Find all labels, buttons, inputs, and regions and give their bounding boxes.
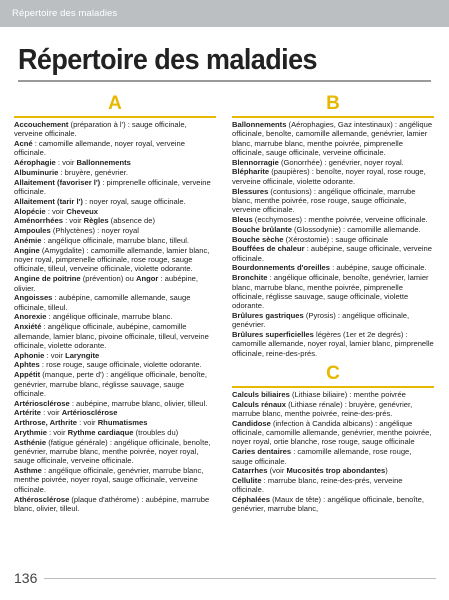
entry: [14, 274, 216, 293]
entry-reference: Mucosités trop abondantes: [286, 466, 386, 476]
entry: [14, 466, 216, 494]
entry-text: (Xérostomie) : sauge officinale: [283, 234, 389, 244]
entry: [14, 322, 216, 350]
entry: [232, 225, 434, 234]
entry: [232, 419, 434, 447]
entry-text: : angélique officinale, aubépine, camomille allemande, lamier blanc, pivoine officinale, tilleul, verveine officinale, violette odorante.: [14, 322, 209, 350]
entry-text: (Gonorrhée) : genévrier, noyer royal.: [278, 157, 404, 167]
entry-text: : voir: [41, 408, 62, 418]
entry-text: : voir: [62, 216, 84, 226]
entry-text: : camomille allemande, noyer royal, verveine officinale.: [14, 139, 185, 158]
entry: [14, 168, 216, 177]
entry-term: Catarrhes: [232, 466, 268, 476]
entry: [14, 246, 216, 274]
entry-term: Aphtes: [14, 360, 40, 370]
entry-term: Caries dentaires: [232, 447, 292, 457]
entry-term: Bleus: [232, 214, 253, 224]
entry: [14, 351, 216, 360]
entry: [14, 438, 216, 466]
entry-term: Arthrose, Arthrite: [14, 418, 78, 428]
entry-term: Bouche brûlante: [232, 224, 292, 234]
entry: [14, 216, 216, 225]
entry-term: Calculs biliaires: [232, 389, 290, 399]
entry-term: Blessures: [232, 186, 269, 196]
entry-text: (Maux de tête) : angélique officinale, benoîte, genévrier, marrube blanc,: [232, 495, 424, 514]
entry-reference: Règles: [83, 216, 109, 226]
entry-term: Allaitement (favoriser l'): [14, 177, 101, 187]
entry-term: Blépharite: [232, 167, 270, 177]
entry: [14, 495, 216, 514]
entry-term: Accouchement: [14, 120, 69, 129]
entry-text: (plaque d'athérome) : aubépine, marrube blanc, olivier, tilleul.: [14, 494, 210, 513]
entry-text: : noyer royal, sauge officinale.: [82, 196, 186, 206]
entry-term: Allaitement (tarir l'): [14, 196, 83, 206]
entry-term: Angine de poitrine: [14, 274, 81, 284]
entry: [232, 187, 434, 215]
section-rule: [232, 116, 434, 118]
section-letter: B: [326, 93, 340, 114]
entry: [232, 235, 434, 244]
title-rule: [18, 80, 431, 82]
entry-term: Artériosclérose: [14, 398, 70, 408]
entry-text: : aubépine, sauge officinale.: [330, 263, 427, 273]
entry: [14, 408, 216, 417]
entry: [232, 273, 434, 310]
entry-text: (Phlyctènes) : noyer royal: [50, 226, 139, 236]
entry-term: Angoisses: [14, 293, 53, 303]
entry: [232, 311, 434, 330]
section-letter: A: [108, 93, 122, 114]
entry-reference: Cheveux: [66, 206, 98, 216]
entry: [232, 263, 434, 272]
entry-text: : voir: [55, 158, 77, 168]
entry-term: Candidose: [232, 418, 271, 428]
entry: [14, 226, 216, 235]
entry-text: (voir: [267, 466, 287, 476]
entry-term: Acné: [14, 139, 33, 149]
entry-term: Bourdonnements d'oreilles: [232, 263, 331, 273]
entry-text: : angélique officinale, genévrier, marrube blanc, menthe poivrée, noyer royal, sauge officinale, verveine officinale.: [14, 466, 204, 494]
entry-text: : aubépine, sauge officinale, verveine officinale.: [232, 244, 432, 263]
entry-term: Ballonnements: [232, 120, 287, 129]
running-head: Répertoire des maladies: [12, 8, 118, 19]
entry-term: Aphonie: [14, 350, 45, 360]
entry-text: : voir: [77, 418, 98, 428]
entry: [232, 167, 434, 186]
page-number: 136: [14, 570, 38, 586]
entry: [14, 178, 216, 197]
entry-text: (manque, perte d') : angélique officinale, benoîte, genévrier, marrube blanc, réglisse sauvage, sauge officinale.: [14, 370, 207, 398]
entry: [14, 236, 216, 245]
section-rule: [14, 116, 216, 118]
section-letter: C: [326, 362, 340, 384]
left-column: [14, 94, 216, 514]
entry-text: (infection à Candida albicans) : angélique officinale, camomille allemande, genévrier, menthe poivrée, noyer royal, ortie blanche, rose rouge, sauge officinale: [232, 418, 432, 447]
entry-term: Cellulite: [232, 476, 262, 486]
entry-text: : angélique officinale, benoîte, genévrier, lamier blanc, marrube blanc, menthe poivrée, pimprenelle officinale, réglisse sauvage, sauge officinale, violette odorante.: [232, 273, 429, 311]
right-column: [232, 94, 434, 514]
entry-tail: (absence de): [108, 216, 155, 226]
entry: [14, 197, 216, 206]
entry-text: : aubépine, marrube blanc, olivier, tilleul.: [69, 398, 208, 408]
entry: [14, 418, 216, 427]
entry-text: : camomille allemande, rose rouge, sauge officinale.: [232, 447, 412, 466]
entry-term: Appétit: [14, 370, 41, 380]
entry-text: (Glossodynie) : camomille allemande.: [291, 224, 421, 234]
entry-text: : angélique officinale, marrube blanc, tilleul.: [41, 236, 190, 246]
entry-text: (Lithiase rénale) : bruyère, genévrier, marrube blanc, menthe poivrée, reine-des-prés.: [232, 399, 413, 419]
entry-text: (contusions) : angélique officinale, marrube blanc, menthe poivrée, rose rouge, sauge officinale, verveine officinale.: [232, 186, 416, 215]
entry-text: : voir: [46, 428, 68, 437]
entry: [232, 120, 434, 157]
entry-term: Asthme: [14, 466, 42, 476]
entry: [232, 447, 434, 466]
entry: [232, 158, 434, 167]
entry-text: (préparation à l') : sauge officinale, verveine officinale.: [14, 120, 187, 139]
entry-text: (fatigue générale) : angélique officinale, benoîte, genévrier, marrube blanc, menthe poivrée, noyer royal, sauge officinale, verveine officinale.: [14, 437, 211, 466]
entry-term: Blennorragie: [232, 157, 279, 167]
entry-term: Anxiété: [14, 322, 42, 332]
entry-text: : marrube blanc, reine-des-prés, verveine officinale.: [232, 476, 403, 495]
entry: [232, 244, 434, 263]
entry-text: : voir: [44, 350, 66, 360]
entry-term: Athérosclérose: [14, 494, 70, 504]
entry: [232, 330, 434, 358]
page-title: Répertoire des maladies: [18, 44, 317, 76]
entry-term: Céphalées: [232, 495, 270, 505]
entry: [232, 495, 434, 514]
entry: [232, 466, 434, 475]
entry-text: : aubépine, camomille allemande, sauge officinale, tilleul.: [14, 293, 191, 312]
entry-text: (paupières) : benoîte, noyer royal, rose rouge, verveine officinale, violette odorante.: [232, 167, 426, 186]
entry: [14, 370, 216, 398]
entry: [14, 312, 216, 321]
entry-term: Brûlures gastriques: [232, 310, 304, 320]
entry: [14, 399, 216, 408]
entry-text: (Pyrosis) : angélique officinale, genévrier.: [232, 310, 410, 330]
entry: [14, 293, 216, 312]
entry-tail: (troubles du): [133, 428, 179, 437]
entry-reference: Ballonnements: [76, 158, 131, 168]
entry: [14, 207, 216, 216]
entry-term: Asthénie: [14, 437, 47, 447]
entry-term: Anémie: [14, 236, 42, 246]
entry-reference: Rythme cardiaque: [67, 428, 134, 437]
entry-text: (Amygdalite) : camomille allemande, lamier blanc, noyer royal, pimprenelle officinale, rose rouge, sauge officinale, tilleul, verveine officinale, violette odorante.: [14, 245, 210, 274]
entry-term: Alopécie: [14, 206, 46, 216]
entry: [232, 390, 434, 399]
entry-reference: Laryngite: [65, 350, 100, 360]
entry-term: Bouche sèche: [232, 234, 284, 244]
entry-term: Aérophagie: [14, 158, 56, 168]
entry-text: : bruyère, genévrier.: [58, 167, 128, 177]
entry-text: : rose rouge, sauge officinale, violette odorante.: [39, 360, 202, 370]
entry-tail: ): [385, 466, 388, 476]
entry-reference: Rhumatismes: [97, 418, 148, 428]
entry-reference: Artériosclérose: [61, 408, 118, 418]
entry-term: Arythmie: [14, 428, 47, 437]
entry-term: Artérite: [14, 408, 42, 418]
entry-text: : voir: [45, 206, 67, 216]
entry: [14, 120, 216, 139]
entry: [14, 360, 216, 369]
entry: [232, 400, 434, 419]
entry-term: Angine: [14, 245, 40, 255]
entry: [14, 139, 216, 158]
entry: [14, 428, 216, 437]
entry-term: Bronchite: [232, 273, 268, 283]
entry: [14, 158, 216, 167]
entry-text: (ecchymoses) : menthe poivrée, verveine officinale.: [252, 214, 428, 224]
entry-text: : pimprenelle officinale, verveine officinale.: [14, 177, 211, 197]
entry-text: : angélique officinale, marrube blanc.: [46, 312, 173, 322]
section-rule: [232, 386, 434, 388]
footer-rule: [44, 578, 436, 579]
entry: [232, 215, 434, 224]
entry-text: (prévention) ou: [80, 274, 136, 284]
entry-text: (Lithiase biliaire) : menthe poivrée: [289, 389, 406, 399]
entry-text: légères (1er et 2e degrés) : camomille allemande, noyer royal, lamier blanc, pimprenelle officinale, reine-des-prés.: [232, 330, 434, 358]
entry-tail: : aubépine, olivier.: [14, 274, 199, 293]
entry-term: Ampoules: [14, 226, 51, 236]
entry-reference: Angor: [135, 274, 159, 284]
entry-term: Brûlures superficielles: [232, 330, 314, 340]
entry-term: Bouffées de chaleur: [232, 244, 305, 254]
entry-term: Albuminurie: [14, 167, 59, 177]
entry-term: Anorexie: [14, 312, 47, 322]
entry-text: (Aérophagies, Gaz intestinaux) : angélique officinale, benoîte, camomille allemande, genévrier, lamier blanc, marrube blanc, menthe poivrée, pimprenelle officinale, sauge officinale, verveine officinale.: [232, 120, 433, 157]
entry-term: Aménorrhées: [14, 216, 63, 226]
entry-term: Calculs rénaux: [232, 399, 287, 409]
entry: [232, 476, 434, 495]
